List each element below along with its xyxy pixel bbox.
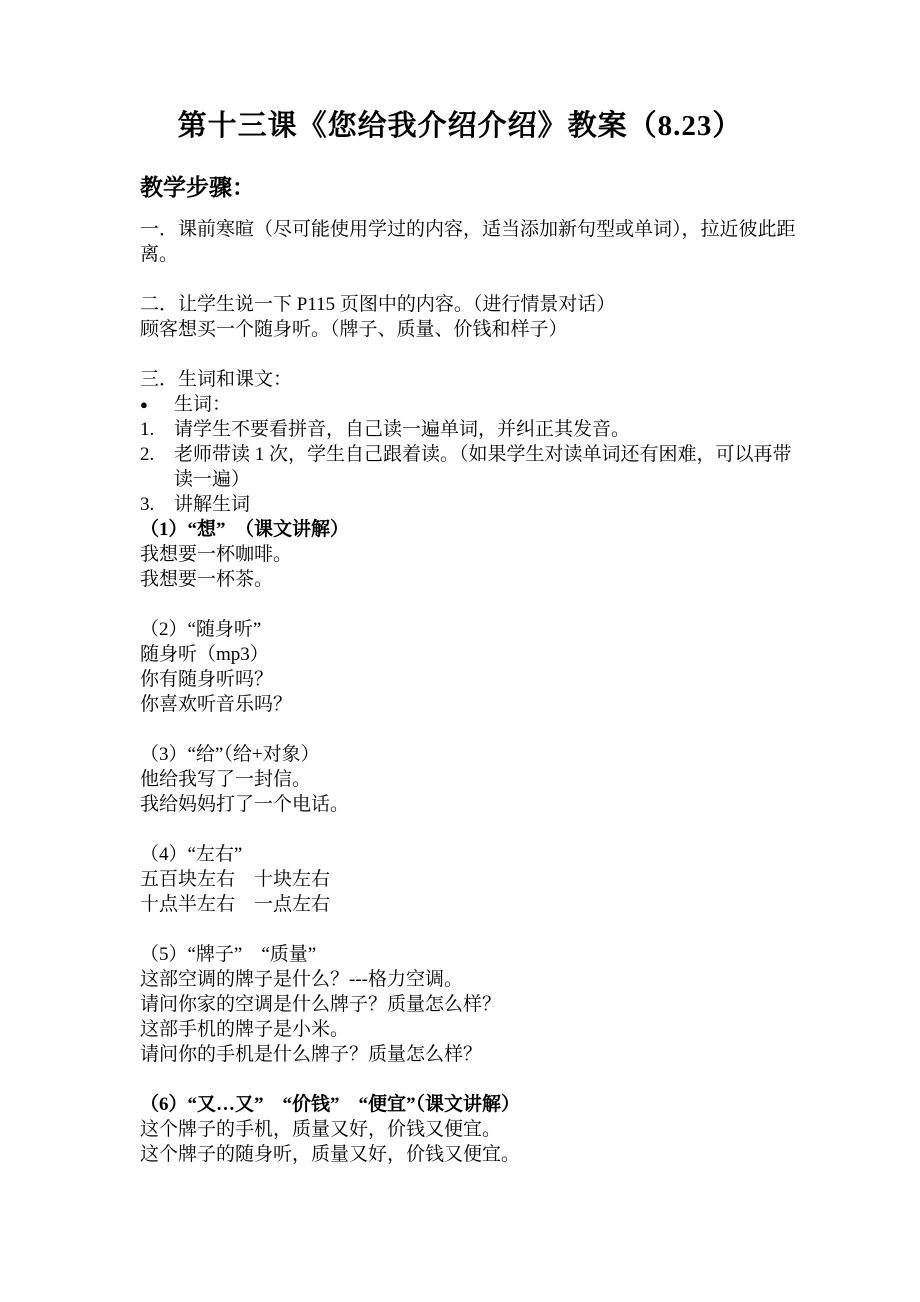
list-item-text: 生词： [174,394,232,415]
list-item-text: 老师带读 1 次，学生自己跟着读。（如果学生对读单词还有困难，可以再带读一遍） [174,444,792,490]
paragraph-line: 你有随身听吗？ [140,669,274,690]
paragraph-line: 三．生词和课文： [140,369,293,390]
paragraph-line: 五百块左右 十块左右 [140,869,331,890]
subsection-heading: （6）“又…又” “价钱” “便宜”（课文讲解） [140,1094,521,1115]
paragraph-line: 二．让学生说一下 P115 页图中的内容。（进行情景对话） [140,294,616,315]
section-heading: 教学步骤： [140,175,255,200]
paragraph-line: 一．课前寒暄（尽可能使用学过的内容，适当添加新句型或单词），拉近彼此距离。 [140,219,796,265]
numbered-list-item [140,417,808,442]
paragraph-line: 这部空调的牌子是什么？---格力空调。 [140,969,463,990]
blank-line [140,342,808,367]
blank-line [140,1067,808,1092]
paragraph-line: 我给妈妈打了一个电话。 [140,794,350,815]
paragraph-line: （3）“给”（给+对象） [140,744,320,765]
paragraph-line: 他给我写了一封信。 [140,769,312,790]
bullet-icon: ● [140,397,148,412]
blank-line [140,917,808,942]
document-title: 第十三课《您给我介绍介绍》教案（8.23） [177,110,743,142]
paragraph-line: 随身听（mp3） [140,644,269,665]
bullet-list-item [140,392,808,417]
list-number: 1. [140,419,155,440]
paragraph-line: 十点半左右 一点左右 [140,894,331,915]
list-item-text: 讲解生词 [174,494,251,515]
paragraph-line: （5）“牌子” “质量” [140,944,317,965]
list-number: 2. [140,444,155,465]
paragraph-line: 我想要一杯咖啡。 [140,544,293,565]
numbered-list-item [140,492,808,517]
paragraph-line: 这部手机的牌子是小米。 [140,1019,350,1040]
paragraph-line: 这个牌子的随身听，质量又好，价钱又便宜。 [140,1144,521,1165]
paragraph-line: 你喜欢听音乐吗？ [140,694,293,715]
numbered-list-item [140,442,808,492]
paragraph-line: 我想要一杯茶。 [140,569,274,590]
blank-line [140,267,808,292]
paragraph-line: 请问你的手机是什么牌子？质量怎么样？ [140,1044,483,1065]
list-item-text: 请学生不要看拼音，自己读一遍单词，并纠正其发音。 [174,419,631,440]
paragraph-line: 顾客想买一个随身听。（牌子、质量、价钱和样子） [140,319,568,340]
paragraph-line: 这个牌子的手机，质量又好，价钱又便宜。 [140,1119,502,1140]
paragraph-line: （2）“随身听” [140,619,262,640]
blank-line [140,817,808,842]
document-body [140,217,808,1167]
paragraph-line: （4）“左右” [140,844,243,865]
blank-line [140,717,808,742]
paragraph-line: 请问你家的空调是什么牌子？质量怎么样？ [140,994,502,1015]
blank-line [140,592,808,617]
subsection-heading: （1）“想” （课文讲解） [140,519,350,540]
list-number: 3. [140,494,155,515]
